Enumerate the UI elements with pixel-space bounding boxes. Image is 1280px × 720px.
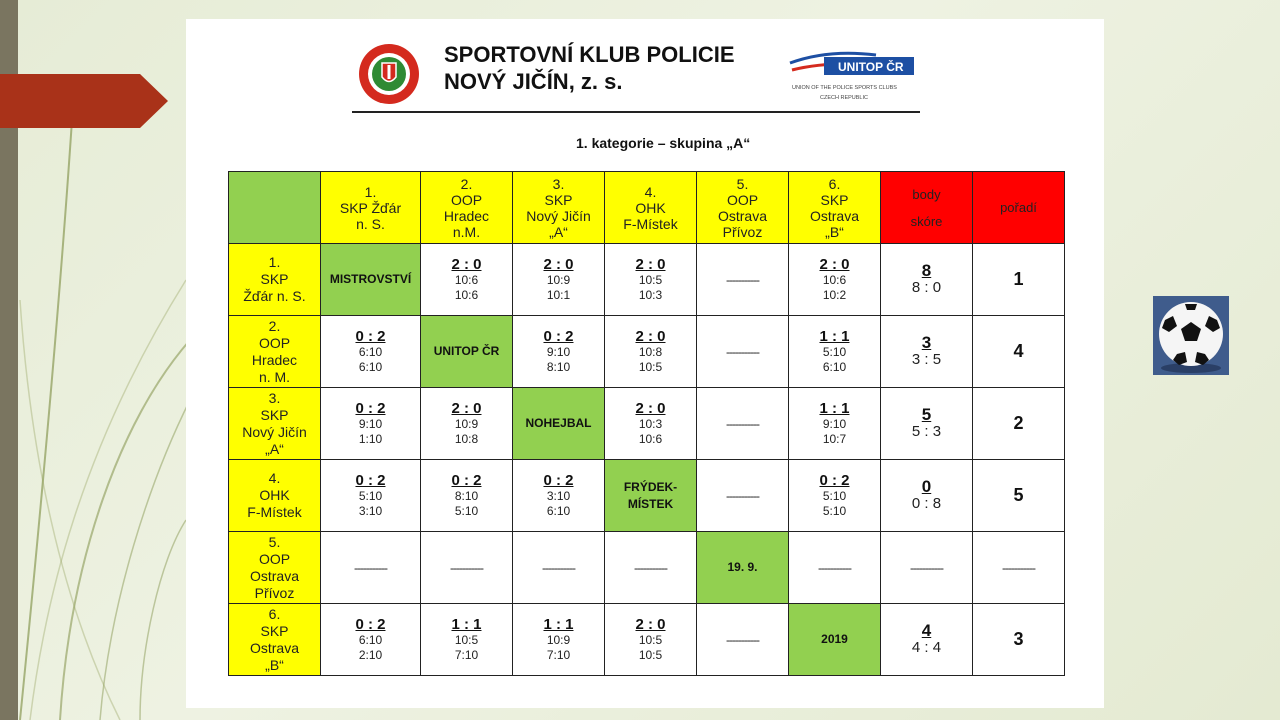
column-header: 1. SKP Žďár n. S. — [321, 172, 421, 244]
points-value: 0 — [921, 477, 932, 496]
points-value: 4 — [921, 621, 932, 640]
row-header: 6. SKP Ostrava „B“ — [229, 604, 321, 676]
match-result-cell — [513, 316, 605, 388]
set-score: 5:10 — [822, 345, 847, 359]
score-value: 8 : 0 — [911, 279, 942, 296]
points-value: 8 — [921, 261, 932, 280]
set-score: 10:9 — [546, 633, 571, 647]
match-sets-score: 0 : 2 — [543, 328, 574, 345]
match-sets-score: 1 : 1 — [819, 328, 850, 345]
column-header: 4. OHK F-Místek — [605, 172, 697, 244]
score-value: 5 : 3 — [911, 423, 942, 440]
table-header-row — [229, 172, 1065, 244]
match-result-cell — [789, 388, 881, 460]
match-sets-score: 2 : 0 — [451, 400, 482, 417]
set-score: 6:10 — [546, 504, 571, 518]
set-score: 10:8 — [454, 432, 479, 446]
set-score: 10:6 — [638, 432, 663, 446]
set-score: 10:6 — [454, 273, 479, 287]
match-sets-score: 1 : 1 — [451, 616, 482, 633]
match-sets-score: 2 : 0 — [635, 256, 666, 273]
table-row — [229, 316, 1065, 388]
points-value: 5 — [921, 405, 932, 424]
match-sets-score: 2 : 0 — [635, 400, 666, 417]
match-result-cell — [513, 460, 605, 532]
empty-match-cell: ----------- — [321, 532, 421, 604]
rank-cell: 4 — [973, 316, 1065, 388]
match-sets-score: 1 : 1 — [543, 616, 574, 633]
match-result-cell — [605, 388, 697, 460]
points-score-cell — [881, 244, 973, 316]
results-table — [228, 171, 1065, 676]
rank-header: pořadí — [973, 172, 1065, 244]
set-score: 6:10 — [822, 360, 847, 374]
set-score: 7:10 — [454, 648, 479, 662]
set-score: 6:10 — [358, 633, 383, 647]
set-score: 3:10 — [546, 489, 571, 503]
set-score: 1:10 — [358, 432, 383, 446]
empty-match-cell: ----------- — [789, 532, 881, 604]
match-sets-score: 2 : 0 — [451, 256, 482, 273]
match-result-cell — [321, 460, 421, 532]
match-sets-score: 0 : 2 — [355, 472, 386, 489]
score-value: 4 : 4 — [911, 639, 942, 656]
club-name-line2: NOVÝ JIČÍN, z. s. — [444, 69, 623, 94]
match-result-cell — [321, 604, 421, 676]
set-score: 9:10 — [546, 345, 571, 359]
set-score: 10:8 — [638, 345, 663, 359]
empty-match-cell: ----------- — [697, 460, 789, 532]
set-score: 10:1 — [546, 288, 571, 302]
set-score: 5:10 — [822, 489, 847, 503]
match-sets-score: 0 : 2 — [355, 400, 386, 417]
set-score: 5:10 — [358, 489, 383, 503]
match-result-cell — [605, 316, 697, 388]
set-score: 10:6 — [454, 288, 479, 302]
match-sets-score: 0 : 2 — [451, 472, 482, 489]
set-score: 2:10 — [358, 648, 383, 662]
rank-cell: 3 — [973, 604, 1065, 676]
empty-match-cell: ----------- — [421, 532, 513, 604]
rank-cell: 2 — [973, 388, 1065, 460]
match-result-cell — [605, 244, 697, 316]
match-result-cell — [421, 388, 513, 460]
rank-cell: 1 — [973, 244, 1065, 316]
diagonal-label-cell: UNITOP ČR — [421, 316, 513, 388]
diagonal-label-cell: 2019 — [789, 604, 881, 676]
match-result-cell — [321, 316, 421, 388]
column-header: 6. SKP Ostrava „B“ — [789, 172, 881, 244]
match-result-cell — [513, 604, 605, 676]
set-score: 6:10 — [358, 345, 383, 359]
set-score: 9:10 — [358, 417, 383, 431]
match-sets-score: 2 : 0 — [635, 616, 666, 633]
score-value: 0 : 8 — [911, 495, 942, 512]
diagonal-label-cell: NOHEJBAL — [513, 388, 605, 460]
diagonal-label-cell: FRÝDEK- MÍSTEK — [605, 460, 697, 532]
row-header: 2. OOP Hradec n. M. — [229, 316, 321, 388]
score-value: 3 : 5 — [911, 351, 942, 368]
match-sets-score: 0 : 2 — [819, 472, 850, 489]
table-row — [229, 244, 1065, 316]
match-result-cell — [421, 244, 513, 316]
table-row — [229, 604, 1065, 676]
empty-match-cell: ----------- — [697, 388, 789, 460]
table-row — [229, 460, 1065, 532]
corner-cell — [229, 172, 321, 244]
points-score-header — [881, 172, 973, 244]
red-arrow-marker — [0, 74, 168, 128]
unitop-subtitle-1: UNION OF THE POLICE SPORTS CLUBS — [792, 85, 897, 91]
set-score: 9:10 — [822, 417, 847, 431]
match-sets-score: 1 : 1 — [819, 400, 850, 417]
set-score: 5:10 — [454, 504, 479, 518]
unitop-logo-icon — [788, 45, 924, 107]
row-header: 5. OOP Ostrava Přívoz — [229, 532, 321, 604]
slide-content — [186, 19, 1104, 708]
set-score: 5:10 — [822, 504, 847, 518]
diagonal-label-cell: MISTROVSTVÍ — [321, 244, 421, 316]
row-header: 3. SKP Nový Jičín „A“ — [229, 388, 321, 460]
row-header: 1. SKP Žďár n. S. — [229, 244, 321, 316]
column-header: 2. OOP Hradec n.M. — [421, 172, 513, 244]
score-header: skóre — [910, 213, 943, 229]
document-header — [186, 19, 1104, 119]
set-score: 10:5 — [638, 273, 663, 287]
empty-match-cell: ----------- — [605, 532, 697, 604]
police-club-emblem-icon — [358, 43, 420, 105]
set-score: 10:7 — [822, 432, 847, 446]
column-header: 5. OOP Ostrava Přívoz — [697, 172, 789, 244]
set-score: 3:10 — [358, 504, 383, 518]
match-result-cell — [789, 244, 881, 316]
set-score: 10:6 — [822, 273, 847, 287]
set-score: 10:9 — [546, 273, 571, 287]
set-score: 7:10 — [546, 648, 571, 662]
match-sets-score: 0 : 2 — [543, 472, 574, 489]
table-row — [229, 532, 1065, 604]
match-sets-score: 0 : 2 — [355, 616, 386, 633]
unitop-name: UNITOP ČR — [838, 60, 904, 74]
empty-match-cell: ----------- — [697, 244, 789, 316]
set-score: 10:9 — [454, 417, 479, 431]
club-name — [444, 41, 735, 95]
set-score: 10:2 — [822, 288, 847, 302]
set-score: 10:5 — [638, 360, 663, 374]
points-score-cell — [881, 604, 973, 676]
set-score: 10:5 — [638, 633, 663, 647]
match-sets-score: 2 : 0 — [819, 256, 850, 273]
empty-match-cell: ----------- — [697, 604, 789, 676]
match-result-cell — [321, 388, 421, 460]
points-score-cell — [881, 460, 973, 532]
diagonal-label-cell: 19. 9. — [697, 532, 789, 604]
match-sets-score: 2 : 0 — [635, 328, 666, 345]
row-header: 4. OHK F-Místek — [229, 460, 321, 532]
set-score: 8:10 — [454, 489, 479, 503]
set-score: 10:5 — [638, 648, 663, 662]
points-score-cell: ----------- — [881, 532, 973, 604]
set-score: 6:10 — [358, 360, 383, 374]
club-name-line1: SPORTOVNÍ KLUB POLICIE — [444, 42, 735, 67]
points-score-cell — [881, 316, 973, 388]
table-row — [229, 388, 1065, 460]
set-score: 8:10 — [546, 360, 571, 374]
match-result-cell — [789, 460, 881, 532]
set-score: 10:5 — [454, 633, 479, 647]
match-result-cell — [421, 604, 513, 676]
unitop-subtitle-2: CZECH REPUBLIC — [820, 95, 868, 101]
points-value: 3 — [921, 333, 932, 352]
soccer-ball-icon — [1153, 296, 1229, 375]
empty-match-cell: ----------- — [697, 316, 789, 388]
set-score: 10:3 — [638, 288, 663, 302]
match-sets-score: 2 : 0 — [543, 256, 574, 273]
points-header: body — [912, 186, 941, 202]
match-result-cell — [789, 316, 881, 388]
category-title: 1. kategorie – skupina „A“ — [576, 135, 751, 151]
match-result-cell — [605, 604, 697, 676]
empty-match-cell: ----------- — [513, 532, 605, 604]
match-result-cell — [513, 244, 605, 316]
set-score: 10:3 — [638, 417, 663, 431]
column-header: 3. SKP Nový Jičín „A“ — [513, 172, 605, 244]
rank-cell: 5 — [973, 460, 1065, 532]
points-score-cell — [881, 388, 973, 460]
match-result-cell — [421, 460, 513, 532]
rank-cell: ----------- — [973, 532, 1065, 604]
match-sets-score: 0 : 2 — [355, 328, 386, 345]
header-divider — [352, 111, 920, 113]
